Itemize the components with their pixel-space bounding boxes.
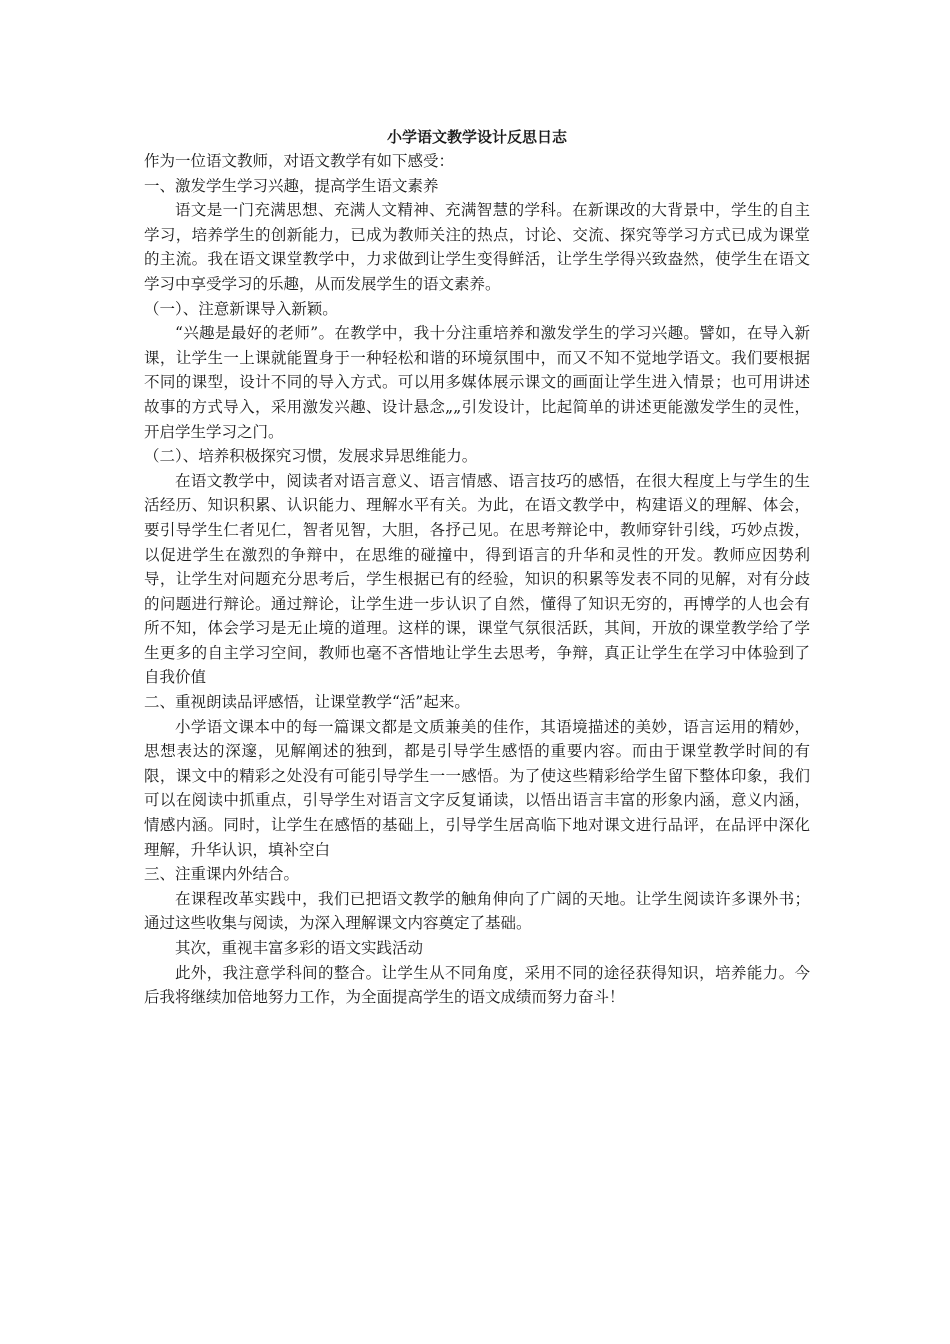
paragraph: 小学语文课本中的每一篇课文都是文质兼美的佳作，其语境描述的美妙，语言运用的精妙，思想表达的深邃，见解阐述的独到，都是引导学生感悟的重要内容。而由于课堂教学时间的有限，课文中的精彩之处没有可能引导学生一一感悟。为了使这些精彩给学生留下整体印象，我们可以在阅读中抓重点，引导学生对语言文字反复诵读，以悟出语言丰富的形象内涵，意义内涵，情感内涵。同时，让学生在感悟的基础上，引导学生居高临下地对课文进行品评，在品评中深化理解，升华认识，填补空白 xyxy=(144,717,810,859)
document-title: 小学语文教学设计反思日志 xyxy=(386,128,567,146)
paragraph: 语文是一门充满思想、充满人文精神、充满智慧的学科。在新课改的大背景中，学生的自主学习，培养学生的创新能力，已成为教师关注的热点，讨论、交流、探究等学习方式已成为课堂的主流。我在语文课堂教学中，力求做到让学生变得鲜活，让学生学得兴致盎然，使学生在语文学习中享受学习的乐趣，从而发展学生的语文素养。 xyxy=(144,201,810,293)
paragraph: 在语文教学中，阅读者对语言意义、语言情感、语言技巧的感悟，在很大程度上与学生的生活经历、知识积累、认识能力、理解水平有关。为此，在语文教学中，构建语义的理解、体会，要引导学生仁者见仁，智者见智，大胆，各抒己见。在思考辩论中，教师穿针引线，巧妙点拨，以促进学生在激烈的争辩中，在思维的碰撞中，得到语言的升华和灵性的开发。教师应因势利导，让学生对问题充分思考后，学生根据已有的经验，知识的积累等发表不同的见解，对有分歧的问题进行辩论。通过辩论，让学生进一步认识了自然，懂得了知识无穷的，再博学的人也会有所不知，体会学习是无止境的道理。这样的课，课堂气氛很活跃，其间，开放的课堂教学给了学生更多的自主学习空间，教师也毫不吝惜地让学生去思考，争辩，真正让学生在学习中体验到了自我价值 xyxy=(144,471,810,687)
paragraph: 作为一位语文教师，对语文教学有如下感受： xyxy=(144,152,455,170)
paragraph: 此外，我注意学科间的整合。让学生从不同角度，采用不同的途径获得知识，培养能力。今后我将继续加倍地努力工作，为全面提高学生的语文成绩而努力奋斗！ xyxy=(144,963,810,1007)
section-heading-1: 一、激发学生学习兴趣，提高学生语文素养 xyxy=(144,176,439,195)
document-page xyxy=(144,125,810,1010)
subsection-heading-1: （一）、注意新课导入新颖。 xyxy=(144,299,338,318)
section-heading-2: 二、重视朗读品评感悟，让课堂教学“活”起来。 xyxy=(144,693,470,712)
section-heading-3: 三、注重课内外结合。 xyxy=(144,865,300,884)
paragraph: 其次，重视丰富多彩的语文实践活动 xyxy=(175,939,424,957)
document-body xyxy=(144,149,810,1010)
paragraph: 在课程改革实践中，我们已把语文教学的触角伸向了广阔的天地。让学生阅读许多课外书；通过这些收集与阅读，为深入理解课文内容奠定了基础。 xyxy=(144,889,810,933)
subsection-heading-2: （二）、培养积极探究习惯，发展求异思维能力。 xyxy=(144,447,478,466)
paragraph: “兴趣是最好的老师”。在教学中，我十分注重培养和激发学生的学习兴趣。譬如，在导入新课，让学生一上课就能置身于一种轻松和谐的环境氛围中，而又不知不觉地学语文。我们要根据不同的课型，设计不同的导入方式。可以用多媒体展示课文的画面让学生进入情景；也可用讲述故事的方式导入，采用激发兴趣、设计悬念„„引发设计，比起简单的讲述更能激发学生的灵性，开启学生学习之门。 xyxy=(144,324,810,441)
